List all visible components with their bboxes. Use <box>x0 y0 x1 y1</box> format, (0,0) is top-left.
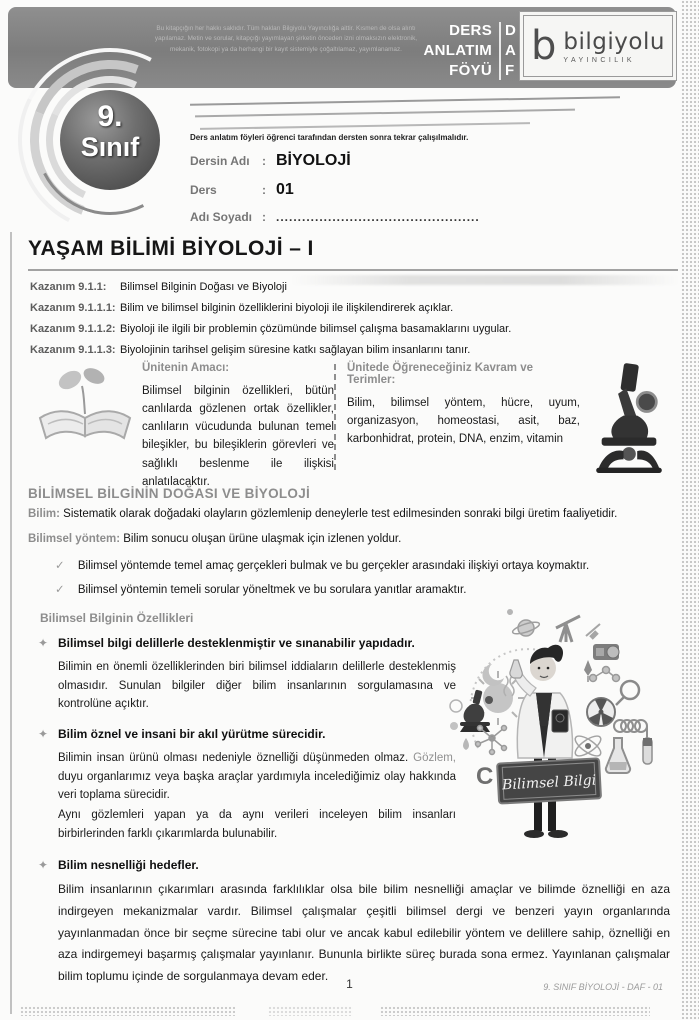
student-name-row: Adı Soyadı : ............................................... <box>190 210 480 224</box>
unit-purpose <box>142 362 334 491</box>
swoosh-line <box>195 109 575 118</box>
test-tube-icon <box>643 738 652 764</box>
magnifier-icon <box>616 681 639 705</box>
publisher-logo <box>519 11 677 81</box>
check-icon: ✓ <box>55 560 65 572</box>
radiation-icon <box>587 698 615 726</box>
unit-terms-heading: Ünitede Öğreneceğiniz Kavram ve Terimler: <box>347 362 533 386</box>
scientist-illustration <box>448 598 693 856</box>
molecule-star-icon <box>476 726 507 755</box>
page-title: YAŞAM BİLİMİ BİYOLOJİ – I <box>28 237 314 260</box>
student-name-field: ............................................... <box>276 210 480 224</box>
check-icon: ✓ <box>55 584 65 596</box>
magnet-icon: C <box>476 763 494 790</box>
swoosh-line <box>200 122 530 130</box>
outcome-row: Kazanım 9.1.1.3: Biyolojinin tarihsel gelişim süresine katkı sağlayan bilim insanlarını tanır. <box>30 344 471 356</box>
molecule-icon <box>590 667 620 682</box>
outcomes-list <box>30 281 680 365</box>
check-item: ✓ Bilimsel yöntemde temel amaç gerçekleri bulmak ve bu gerçekler arasındaki ilişkiyi ortaya koymaktır. <box>55 560 590 572</box>
doc-abbr: D A F <box>505 22 516 79</box>
grade-sphere <box>60 90 160 190</box>
course-info <box>190 152 520 235</box>
header-divider <box>499 22 501 80</box>
feature-paragraph: Aynı gözlemleri yapan ya da aynı verileri inceleyen bilim insanları birbirlerinden farklı çıkarımlarda bulunabilir. <box>58 809 456 840</box>
section-heading: BİLİMSEL BİLGİNİN DOĞASI VE BİYOLOJİ <box>28 486 311 501</box>
course-name-label: Dersin Adı <box>190 154 250 168</box>
feature-paragraph: Bilim insanlarının çıkarımları arasında farklılıklar olsa bile bilim nesnelliği amaçlar ve bilimde öznelliği en aza indirgeyen mekanizmalar vardır. Bilimsel çalışmalar çeşitli bilimsel dergi ve benzeri yayın organlarında yayınlanmadan önce bir seçme sürecine tabi olur ve ancak kabul edilebilir yöntem ve delillere sahip, öznelliği en aza indirgemeyi başarmış çalışmalar yayınlanır. Bununla birlikte süreç burada sona ermez. Yayınlanan çalışmalar bilim toplumu içinde de sorgulanmaya devam eder. <box>58 882 670 984</box>
student-instruction: Ders anlatım föyleri öğrenci tarafından dersten sonra tekrar çalışılmalıdır. <box>190 133 469 142</box>
syringe-icon <box>586 624 600 638</box>
telescope-icon <box>556 616 580 642</box>
outcome-row: Kazanım 9.1.1.1: Bilim ve bilimsel bilginin özelliklerini biyoloji ile ilişkilendirerek açıklar. <box>30 302 454 314</box>
column-divider <box>334 364 336 470</box>
unit-purpose-text: Bilimsel bilginin özellikleri, bütün canlılarda gözlenen ortak özellikler, canlıların vücudunda bulunan temel bileşikler, bu bileşiklerin görevleri ve sağlıklı beslenme ile ilişkisi anlatılacaktır. <box>142 385 334 488</box>
meter-icon <box>593 644 619 660</box>
unit-terms-text: Bilim, bilimsel yöntem, hücre, uyum, organizasyon, homeostasi, asit, baz, karbonhidrat, protein, DNA, enzim, vitamin <box>347 397 580 446</box>
student-name-label: Adı Soyadı <box>190 210 253 224</box>
definition-yontem: Bilimsel yöntem: Bilim sonucu oluşan ürüne ulaşmak için izlenen yoldur. <box>28 533 402 545</box>
book-sprout-icon <box>34 366 136 454</box>
subsection-heading: Bilimsel Bilginin Özellikleri <box>40 611 194 625</box>
diamond-bullet-icon: ✦ <box>38 727 49 741</box>
scientist-figure <box>510 645 573 838</box>
grade-word: Sınıf <box>80 132 140 162</box>
feature-paragraph: Bilimin en önemli özelliklerinden biri bilimsel iddiaların delillerle desteklenmiş olmasıdır. Sunulan bilgiler diğer bilim insanlarının sorgulamasına ve kontrolüne açıktır. <box>58 661 456 711</box>
unit-purpose-heading: Ünitenin Amacı: <box>142 362 230 374</box>
grade-badge <box>10 25 205 240</box>
highlighted-term: Gözlem, <box>413 752 456 764</box>
diamond-bullet-icon: ✦ <box>38 636 49 650</box>
unit-terms <box>347 362 580 448</box>
publisher-name: bilgiyolu <box>563 28 665 55</box>
scan-halftone-right <box>681 0 699 1020</box>
scan-halftone-bottom <box>268 1006 353 1016</box>
doc-type-line: DERS <box>449 22 492 39</box>
course-name-value: BİYOLOJİ <box>276 152 351 169</box>
course-name-row: Dersin Adı : BİYOLOJİ <box>190 152 351 169</box>
microscope-icon <box>588 360 670 474</box>
check-item: ✓ Bilimsel yöntemin temeli sorular yöneltmek ve bu sorulara yanıtlar aramaktır. <box>55 584 467 596</box>
droplet-icon <box>463 738 469 750</box>
feature-title: ✦ Bilim öznel ve insani bir akıl yürütme sürecidir. <box>38 727 326 741</box>
scan-halftone-bottom <box>20 1006 235 1016</box>
copyright-text: Bu kitapçığın her hakkı saklıdır. Tüm hakları Bilgiyolu Yayıncılığa aittir. Kısmen de olsa alıntı yapılamaz. Metin ve sorular, kitapçığı yayımlayan şirketin önceden izni olmaksızın elektronik, mekanik, fotokopi ya da herhangi bir kayıt sistemiyle çoğaltılamaz, yayımlanamaz. <box>154 25 418 53</box>
grade-number: 9. <box>97 100 123 133</box>
scan-halftone-bottom <box>380 1006 650 1016</box>
doc-type-line: ANLATIM <box>423 41 492 59</box>
definition-bilim: Bilim: Sistematik olarak doğadaki olayların gözlemlenip deneylerle test edilmesinden sonraki bilgi üretim faaliyetidir. <box>28 508 618 520</box>
title-rule <box>28 269 678 271</box>
logo-b-icon: b <box>531 23 557 69</box>
doc-type-title <box>408 21 492 80</box>
feature-paragraph: Bilimin insan ürünü olması nedeniyle öznelliği düşünmeden olmaz. Gözlem, duyu organlarımız veya başka araçlar yardımıyla incelediğimiz olay hakkında veri toplama sürecidir. <box>58 752 456 802</box>
flask-icon <box>606 738 630 773</box>
lesson-number-row: Ders : 01 <box>190 181 294 198</box>
doc-type-line: FÖYÜ <box>449 61 492 79</box>
page-number: 1 <box>346 977 353 991</box>
outcome-row: Kazanım 9.1.1: Bilimsel Bilginin Doğası ve Biyoloji <box>30 281 287 293</box>
feature-title: ✦ Bilimsel bilgi delillerle desteklenmiştir ve sınanabilir yapıdadır. <box>38 636 415 650</box>
feature-title: ✦ Bilim nesnelliği hedefler. <box>38 858 199 872</box>
lesson-number-label: Ders <box>190 183 217 197</box>
atom-icon <box>572 732 603 759</box>
swoosh-line <box>190 96 620 106</box>
diamond-bullet-icon: ✦ <box>38 858 49 872</box>
lesson-number-value: 01 <box>276 181 294 198</box>
scan-edge-line <box>10 232 12 1014</box>
publisher-subtitle: YAYINCILIK <box>563 56 635 64</box>
germ-icon <box>450 700 462 730</box>
chalkboard <box>497 758 601 803</box>
planet-icon <box>507 609 541 636</box>
document-reference: 9. SINIF BİYOLOJİ - DAF - 01 <box>543 982 663 992</box>
chalkboard-text: Bilimsel Bilgi <box>501 772 597 794</box>
outcome-row: Kazanım 9.1.1.2: Biyoloji ile ilgili bir problemin çözümünde bilimsel çalışma basamaklarını uygular. <box>30 323 512 335</box>
moon-icon <box>482 664 504 686</box>
